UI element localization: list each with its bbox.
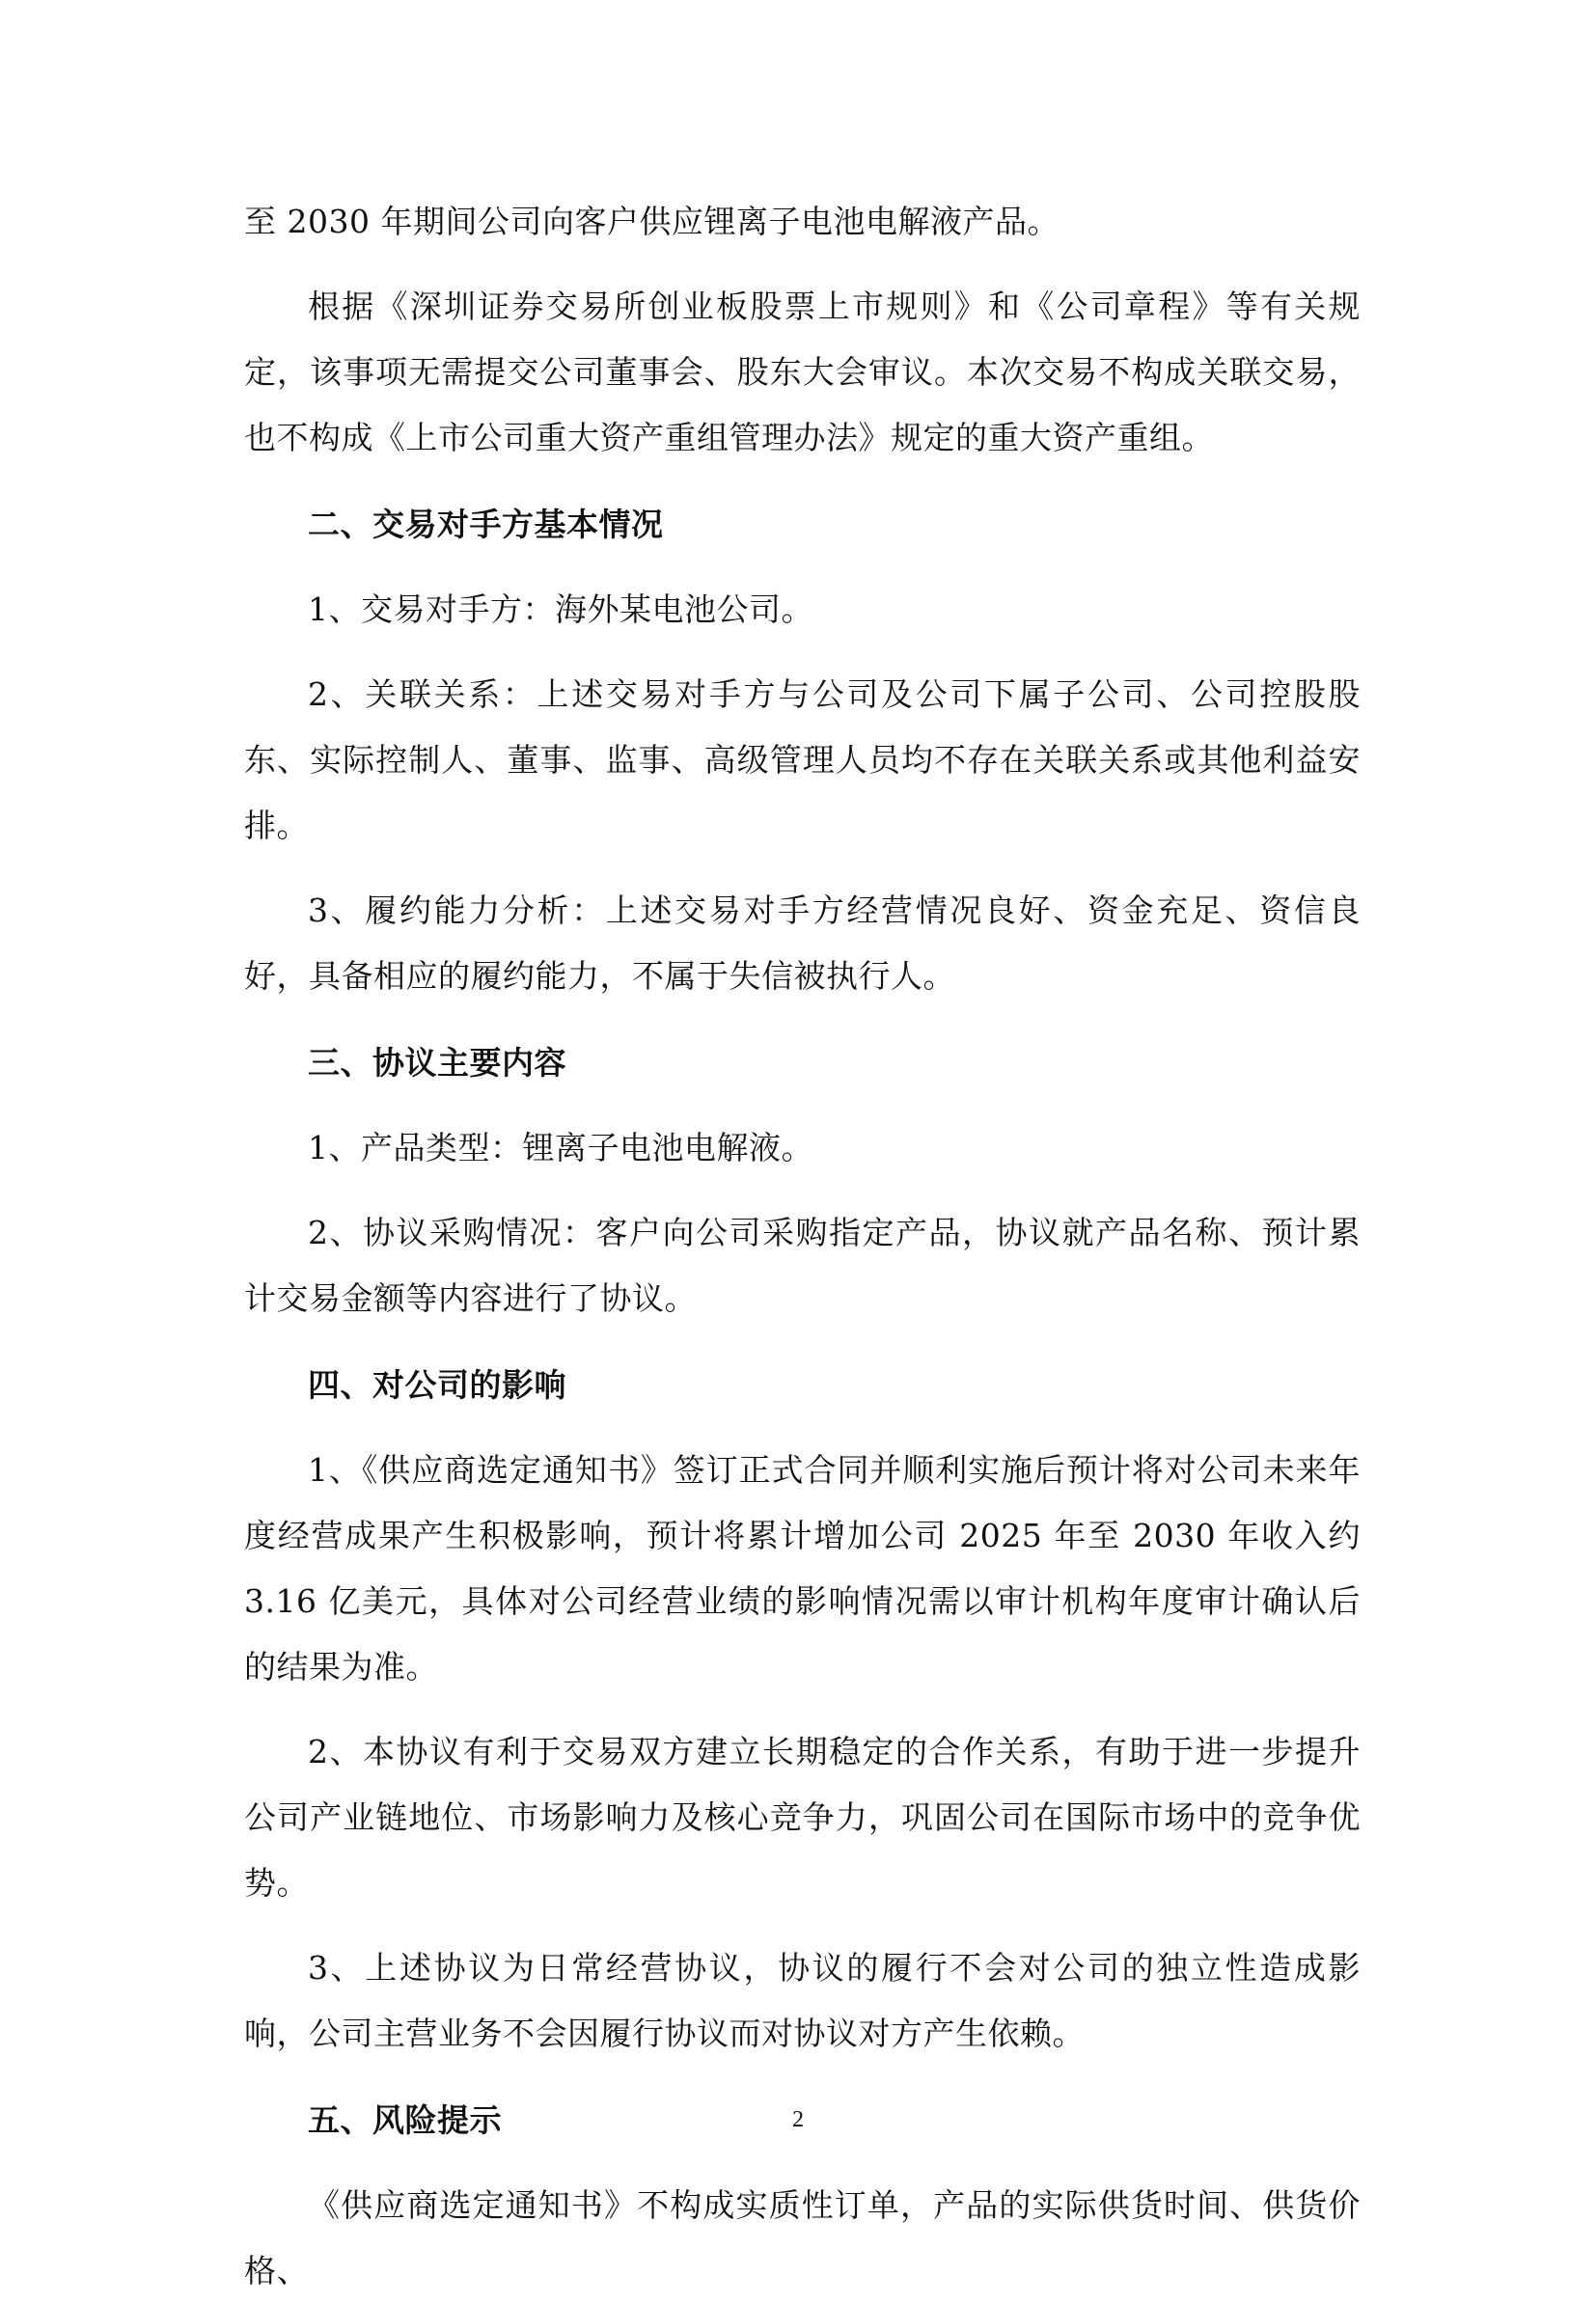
paragraph-impact-independence: 3、上述协议为日常经营协议，协议的履行不会对公司的独立性造成影响，公司主营业务不会因履行协议而对协议对方产生依赖。 xyxy=(244,1949,1361,2052)
section-heading-impact: 四、对公司的影响 xyxy=(308,1366,566,1404)
paragraph-product-type: 1、产品类型：锂离子电池电解液。 xyxy=(308,1129,813,1166)
paragraph-performance-capability: 3、履约能力分析：上述交易对手方经营情况良好、资金充足、资信良好，具备相应的履约能力，不属于失信被执行人。 xyxy=(244,891,1361,995)
page-number: 2 xyxy=(792,2107,804,2132)
paragraph-continuation: 至 2030 年期间公司向客户供应锂离子电池电解液产品。 xyxy=(244,203,1059,240)
paragraph-risk: 《供应商选定通知书》不构成实质性订单，产品的实际供货时间、供货价格、 xyxy=(244,2186,1361,2290)
section-heading-risk: 五、风险提示 xyxy=(308,2101,502,2139)
paragraph-related-relationship: 2、关联关系：上述交易对手方与公司及公司下属子公司、公司控股股东、实际控制人、董事、监事、高级管理人员均不存在关联关系或其他利益安排。 xyxy=(244,675,1361,844)
paragraph-impact-cooperation: 2、本协议有利于交易双方建立长期稳定的合作关系，有助于进一步提升公司产业链地位、市场影响力及核心竞争力，巩固公司在国际市场中的竞争优势。 xyxy=(244,1733,1361,1902)
paragraph-regulation: 根据《深圳证券交易所创业板股票上市规则》和《公司章程》等有关规定，该事项无需提交公司董事会、股东大会审议。本次交易不构成关联交易，也不构成《上市公司重大资产重组管理办法》规定的重大资产重组。 xyxy=(244,288,1361,456)
section-heading-counterparty: 二、交易对手方基本情况 xyxy=(308,506,664,543)
paragraph-counterparty: 1、交易对手方：海外某电池公司。 xyxy=(308,590,813,628)
document-body xyxy=(244,189,1361,2304)
paragraph-procurement: 2、协议采购情况：客户向公司采购指定产品，协议就产品名称、预计累计交易金额等内容进行了协议。 xyxy=(244,1214,1361,1317)
section-heading-agreement-content: 三、协议主要内容 xyxy=(308,1044,566,1082)
paragraph-impact-revenue: 1、《供应商选定通知书》签订正式合同并顺利实施后预计将对公司未来年度经营成果产生积极影响，预计将累计增加公司 2025 年至 2030 年收入约 3.16 亿美元，具体对公司经营业绩的影响情况需以审计机构年度审计确认后的结果为准。 xyxy=(244,1451,1361,1686)
